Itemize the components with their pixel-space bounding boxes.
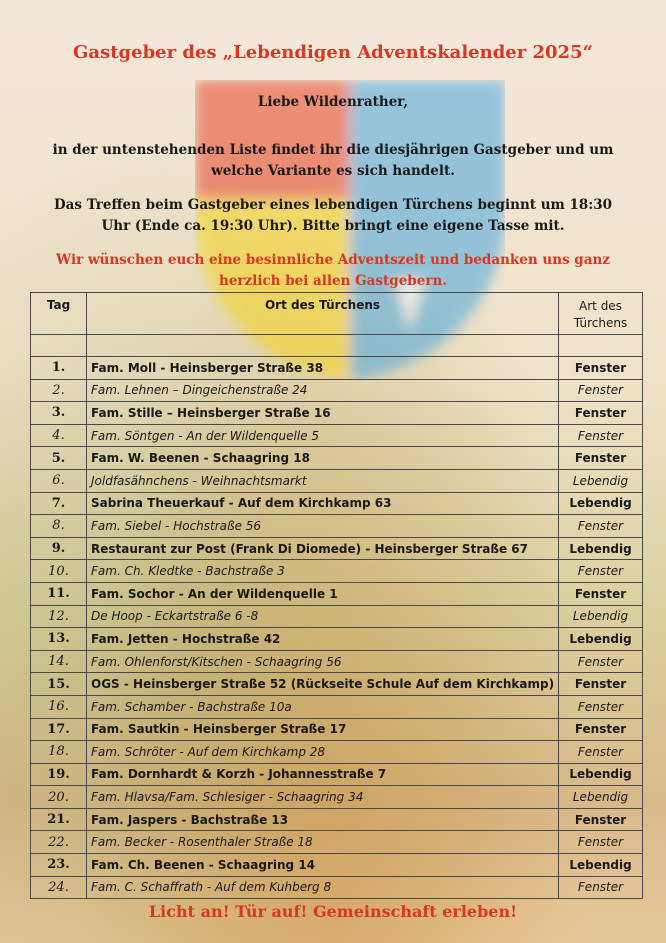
type-cell: Fenster <box>559 718 643 741</box>
table-row <box>31 560 643 583</box>
type-cell: Fenster <box>559 741 643 764</box>
wish-line-1: Wir wünschen euch eine besinnliche Adventszeit und bedanken uns ganz <box>56 252 610 268</box>
location-cell: Fam. W. Beenen - Schaagring 18 <box>87 447 559 470</box>
location-cell: Fam. Lehnen – Dingeichenstraße 24 <box>87 379 559 402</box>
type-cell: Fenster <box>559 831 643 854</box>
location-cell: Fam. Siebel - Hochstraße 56 <box>87 515 559 538</box>
location-cell: Fam. Schamber - Bachstraße 10a <box>87 695 559 718</box>
day-cell: 11. <box>31 582 87 605</box>
flyer-title: Gastgeber des „Lebendigen Adventskalender 2025“ <box>73 42 593 63</box>
table-spacer-row <box>31 335 643 357</box>
type-cell: Lebendig <box>559 763 643 786</box>
location-cell: Sabrina Theuerkauf - Auf dem Kirchkamp 63 <box>87 492 559 515</box>
meeting-line-1: Das Treffen beim Gastgeber eines lebendigen Türchens beginnt um 18:30 <box>53 197 613 213</box>
table-row <box>31 650 643 673</box>
location-cell: Fam. Schröter - Auf dem Kirchkamp 28 <box>87 741 559 764</box>
table-row <box>31 854 643 877</box>
greeting: Liebe Wildenrather, <box>257 94 409 110</box>
type-cell: Fenster <box>559 876 643 899</box>
table-row <box>31 786 643 809</box>
type-cell: Fenster <box>559 515 643 538</box>
day-cell: 18. <box>31 741 87 764</box>
header-location: Ort des Türchens <box>87 293 559 335</box>
day-cell: 2. <box>31 379 87 402</box>
location-cell: Fam. Moll - Heinsberger Straße 38 <box>87 357 559 380</box>
type-cell: Lebendig <box>559 786 643 809</box>
location-cell: Restaurant zur Post (Frank Di Diomede) - Heinsberger Straße 67 <box>87 537 559 560</box>
wish-line-2: herzlich bei allen Gastgebern. <box>219 273 447 289</box>
type-cell: Lebendig <box>559 854 643 877</box>
day-cell: 4. <box>31 424 87 447</box>
day-cell: 15. <box>31 673 87 696</box>
type-cell: Fenster <box>559 402 643 425</box>
type-cell: Fenster <box>559 424 643 447</box>
day-cell: 19. <box>31 763 87 786</box>
location-cell: Fam. Ch. Kledtke - Bachstraße 3 <box>87 560 559 583</box>
table-row <box>31 424 643 447</box>
day-cell: 20. <box>31 786 87 809</box>
location-cell: Fam. Jetten - Hochstraße 42 <box>87 628 559 651</box>
day-cell: 6. <box>31 469 87 492</box>
day-cell: 1. <box>31 357 87 380</box>
meeting-line-2: Uhr (Ende ca. 19:30 Uhr). Bitte bringt eine eigene Tasse mit. <box>101 218 565 234</box>
meeting-text <box>20 195 646 237</box>
day-cell: 10. <box>31 560 87 583</box>
location-cell: Fam. Söntgen - An der Wildenquelle 5 <box>87 424 559 447</box>
location-cell: Fam. Ohlenforst/Kitschen - Schaagring 56 <box>87 650 559 673</box>
type-cell: Fenster <box>559 808 643 831</box>
type-cell: Fenster <box>559 560 643 583</box>
table-row <box>31 605 643 628</box>
intro-line-2: welche Variante es sich handelt. <box>211 163 455 179</box>
location-cell: Fam. Jaspers - Bachstraße 13 <box>87 808 559 831</box>
advent-calendar-table <box>30 292 643 899</box>
table-row <box>31 718 643 741</box>
type-cell: Lebendig <box>559 605 643 628</box>
location-cell: Fam. Hlavsa/Fam. Schlesiger - Schaagring 34 <box>87 786 559 809</box>
table-row <box>31 876 643 899</box>
type-cell: Fenster <box>559 357 643 380</box>
table-row <box>31 357 643 380</box>
table-row <box>31 808 643 831</box>
location-cell: Fam. Becker - Rosenthaler Straße 18 <box>87 831 559 854</box>
location-cell: Fam. Stille – Heinsberger Straße 16 <box>87 402 559 425</box>
day-cell: 14. <box>31 650 87 673</box>
location-cell: OGS - Heinsberger Straße 52 (Rückseite Schule Auf dem Kirchkamp) <box>87 673 559 696</box>
type-cell: Fenster <box>559 582 643 605</box>
type-cell: Fenster <box>559 695 643 718</box>
type-cell: Lebendig <box>559 628 643 651</box>
day-cell: 24. <box>31 876 87 899</box>
location-cell: Joldfasähnchens - Weihnachtsmarkt <box>87 469 559 492</box>
intro-text <box>20 140 646 182</box>
location-cell: De Hoop - Eckartstraße 6 -8 <box>87 605 559 628</box>
table-row <box>31 402 643 425</box>
header-type-line-1: Art des <box>579 299 622 313</box>
table-row <box>31 628 643 651</box>
location-cell: Fam. Sochor - An der Wildenquelle 1 <box>87 582 559 605</box>
table-row <box>31 582 643 605</box>
table-row <box>31 447 643 470</box>
intro-line-1: in der untenstehenden Liste findet ihr die diesjährigen Gastgeber und um <box>52 142 614 158</box>
table-row <box>31 831 643 854</box>
location-cell: Fam. Ch. Beenen - Schaagring 14 <box>87 854 559 877</box>
day-cell: 17. <box>31 718 87 741</box>
day-cell: 12. <box>31 605 87 628</box>
day-cell: 8. <box>31 515 87 538</box>
type-cell: Fenster <box>559 379 643 402</box>
type-cell: Lebendig <box>559 469 643 492</box>
day-cell: 16. <box>31 695 87 718</box>
table-header-row <box>31 293 643 335</box>
location-cell: Fam. Sautkin - Heinsberger Straße 17 <box>87 718 559 741</box>
table-row <box>31 515 643 538</box>
wish-text <box>20 250 646 292</box>
type-cell: Fenster <box>559 650 643 673</box>
type-cell: Fenster <box>559 447 643 470</box>
table-row <box>31 695 643 718</box>
header-type-line-2: Türchens <box>573 316 628 330</box>
day-cell: 3. <box>31 402 87 425</box>
type-cell: Lebendig <box>559 492 643 515</box>
header-type <box>559 293 643 335</box>
table-row <box>31 537 643 560</box>
location-cell: Fam. C. Schaffrath - Auf dem Kuhberg 8 <box>87 876 559 899</box>
day-cell: 5. <box>31 447 87 470</box>
table-row <box>31 469 643 492</box>
day-cell: 7. <box>31 492 87 515</box>
footer-slogan: Licht an! Tür auf! Gemeinschaft erleben! <box>148 902 518 921</box>
day-cell: 21. <box>31 808 87 831</box>
day-cell: 23. <box>31 854 87 877</box>
table-row <box>31 763 643 786</box>
table-row <box>31 673 643 696</box>
type-cell: Fenster <box>559 673 643 696</box>
table-row <box>31 741 643 764</box>
type-cell: Lebendig <box>559 537 643 560</box>
day-cell: 9. <box>31 537 87 560</box>
table-row <box>31 379 643 402</box>
table-body <box>31 335 643 899</box>
location-cell: Fam. Dornhardt & Korzh - Johannesstraße 7 <box>87 763 559 786</box>
header-day: Tag <box>31 293 87 335</box>
day-cell: 13. <box>31 628 87 651</box>
table-row <box>31 492 643 515</box>
day-cell: 22. <box>31 831 87 854</box>
